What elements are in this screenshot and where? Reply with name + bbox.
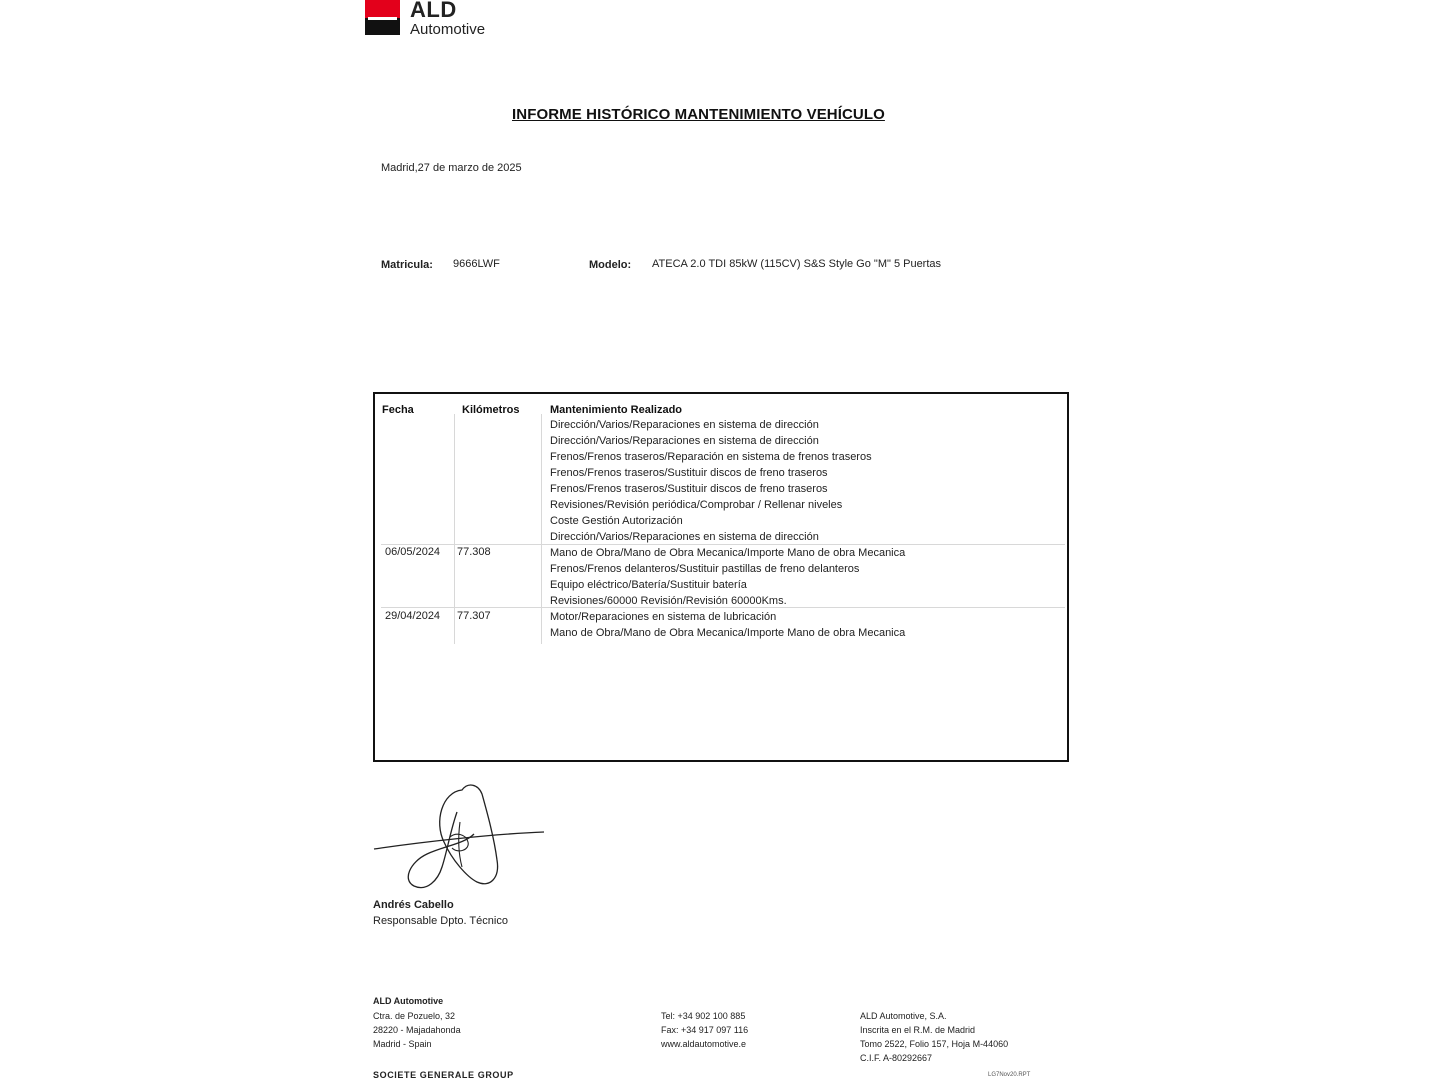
row-kilometers: 77.307 [457,610,491,622]
header-mantenimiento: Mantenimiento Realizado [550,404,683,416]
maintenance-item: Frenos/Frenos traseros/Sustituir discos de freno traseros [550,467,828,479]
plate-value: 9666LWF [453,258,500,270]
maintenance-item: Dirección/Varios/Reparaciones en sistema de dirección [550,531,819,543]
column-separator [454,414,455,644]
maintenance-item: Frenos/Frenos delanteros/Sustituir pastillas de freno delanteros [550,563,860,575]
row-kilometers: 77.308 [457,546,491,558]
row-date: 29/04/2024 [385,610,441,622]
maintenance-item: Revisiones/60000 Revisión/Revisión 60000Kms. [550,595,787,607]
footer-contact-line: Fax: +34 917 097 116 [661,1025,749,1035]
footer-group: SOCIETE GENERALE GROUP [373,1070,514,1080]
footer-company-title: ALD Automotive [373,996,444,1006]
model-value: ATECA 2.0 TDI 85kW (115CV) S&S Style Go "M" 5 Puertas [652,258,942,270]
logo-subtitle: Automotive [410,21,486,38]
footer-address-line: Madrid - Spain [373,1039,432,1049]
maintenance-item: Coste Gestión Autorización [550,515,683,527]
maintenance-item: Equipo eléctrico/Batería/Sustituir batería [550,579,747,591]
footer-address-line: 28220 - Majadahonda [373,1025,461,1035]
row-date: 06/05/2024 [385,546,441,558]
maintenance-item: Revisiones/Revisión periódica/Comprobar / Rellenar niveles [550,499,843,511]
row-separator [381,544,1065,545]
footer-legal-line: ALD Automotive, S.A. [860,1011,947,1021]
maintenance-item: Frenos/Frenos traseros/Reparación en sistema de frenos traseros [550,451,872,463]
signatory-role: Responsable Dpto. Técnico [373,915,508,927]
footer-report-ref: LG7Nov20.RPT [988,1072,1031,1078]
logo-name: ALD [410,0,457,22]
signature-image [372,782,547,897]
date-line: Madrid,27 de marzo de 2025 [381,162,522,174]
header-fecha: Fecha [382,404,414,416]
footer-legal-line: Inscrita en el R.M. de Madrid [860,1025,976,1035]
document-title: INFORME HISTÓRICO MANTENIMIENTO VEHÍCULO [512,106,885,123]
maintenance-item: Mano de Obra/Mano de Obra Mecanica/Importe Mano de obra Mecanica [550,547,906,559]
header-kilometros: Kilómetros [462,404,520,416]
footer-contact-line: www.aldautomotive.e [661,1039,747,1049]
maintenance-item: Dirección/Varios/Reparaciones en sistema de dirección [550,419,819,431]
maintenance-item: Mano de Obra/Mano de Obra Mecanica/Importe Mano de obra Mecanica [550,627,906,639]
maintenance-table [373,392,1069,762]
footer-legal-line: Tomo 2522, Folio 157, Hoja M-44060 [860,1039,1009,1049]
footer-address-line: Ctra. de Pozuelo, 32 [373,1011,456,1021]
row-separator [381,607,1065,608]
ald-logo-mark [365,0,400,35]
maintenance-item: Motor/Reparaciones en sistema de lubricación [550,611,777,623]
plate-label: Matricula: [381,259,433,271]
maintenance-item: Frenos/Frenos traseros/Sustituir discos de freno traseros [550,483,828,495]
maintenance-item: Dirección/Varios/Reparaciones en sistema de dirección [550,435,819,447]
model-label: Modelo: [589,259,632,271]
signatory-name: Andrés Cabello [373,899,454,911]
footer-legal-line: C.I.F. A-80292667 [860,1053,933,1063]
column-separator [541,414,542,644]
footer-contact-line: Tel: +34 902 100 885 [661,1011,746,1021]
